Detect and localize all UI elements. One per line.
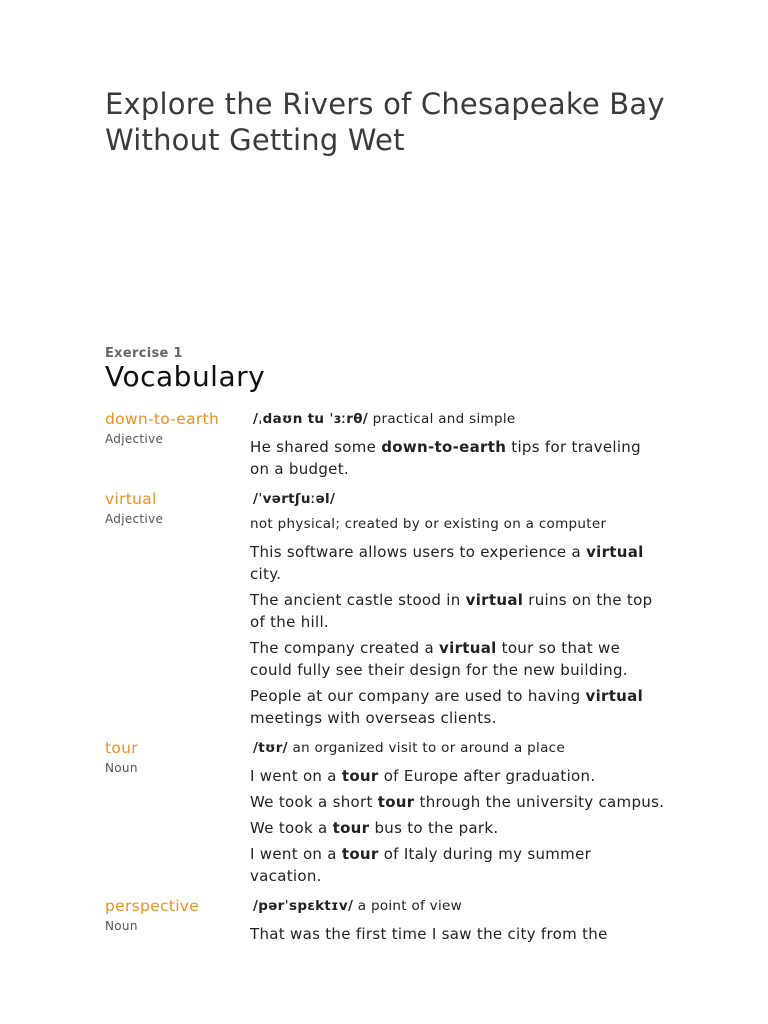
vocab-entry-head: [105, 895, 250, 949]
part-of-speech: Noun: [105, 919, 138, 933]
definition-line: [250, 895, 665, 917]
example-sentence: [250, 589, 665, 633]
example-text: of Italy during my summer vacation.: [250, 845, 592, 885]
vocab-word: tour: [105, 739, 138, 757]
vocab-entry-body: [250, 737, 665, 891]
part-of-speech: Adjective: [105, 512, 164, 526]
vocab-entry-head: [105, 408, 250, 484]
example-text: meetings with overseas clients.: [250, 709, 497, 727]
example-text: The ancient castle stood in: [250, 591, 466, 609]
example-text: through the university campus.: [414, 793, 665, 811]
vocab-entry-body: [250, 895, 665, 949]
example-sentence: [250, 637, 665, 681]
example-text: tour so that we could fully see their design for the new building.: [250, 639, 628, 679]
example-keyword: virtual: [586, 543, 644, 561]
definition: a point of view: [357, 898, 462, 914]
definition: not physical; created by or existing on a computer: [250, 516, 607, 532]
vocabulary-list: [105, 408, 665, 953]
pronunciation: /ˈvərtʃuːəl/: [253, 491, 336, 507]
example-sentence: [250, 817, 665, 839]
example-text: He shared some: [250, 438, 382, 456]
example-sentence: [250, 436, 665, 480]
example-keyword: tour: [332, 819, 370, 837]
example-sentence: [250, 843, 665, 887]
example-sentence: [250, 765, 665, 787]
example-keyword: down-to-earth: [381, 438, 507, 456]
definition-line: [250, 737, 665, 759]
section-title: Vocabulary: [105, 360, 266, 393]
vocab-entry: [105, 408, 665, 484]
exercise-label: Exercise 1: [105, 346, 183, 361]
example-sentence: [250, 541, 665, 585]
example-keyword: virtual: [585, 687, 644, 705]
example-text: People at our company are used to having: [250, 687, 586, 705]
example-list: [250, 765, 665, 887]
pronunciation: /ˌdaʊn tu ˈɜːrθ/: [253, 411, 369, 427]
vocab-entry: [105, 895, 665, 949]
example-text: That was the first time I saw the city from the: [250, 925, 608, 943]
definition: an organized visit to or around a place: [292, 740, 565, 756]
example-text: bus to the park.: [369, 819, 499, 837]
example-sentence: [250, 923, 665, 945]
example-text: city.: [250, 565, 282, 583]
example-list: [250, 541, 665, 729]
example-text: We took a: [250, 819, 333, 837]
example-sentence: [250, 685, 665, 729]
example-text: This software allows users to experience a: [250, 543, 587, 561]
example-keyword: virtual: [465, 591, 524, 609]
example-keyword: tour: [341, 767, 379, 785]
vocab-word: virtual: [105, 490, 157, 508]
example-list: [250, 436, 665, 480]
example-sentence: [250, 791, 665, 813]
example-keyword: virtual: [439, 639, 497, 657]
part-of-speech: Adjective: [105, 432, 164, 446]
document-title: Explore the Rivers of Chesapeake Bay Without Getting Wet: [105, 87, 665, 157]
example-text: I went on a: [250, 845, 342, 863]
example-keyword: tour: [377, 793, 415, 811]
example-text: I went on a: [250, 767, 342, 785]
definition-line: [250, 408, 665, 430]
vocab-entry-body: [250, 408, 665, 484]
vocab-entry: [105, 488, 665, 733]
vocab-entry-head: [105, 488, 250, 733]
vocab-entry-body: [250, 488, 665, 733]
example-list: [250, 923, 665, 945]
definition-line: [250, 488, 665, 510]
vocab-entry: [105, 737, 665, 891]
example-text: of Europe after graduation.: [378, 767, 596, 785]
example-text: The company created a: [250, 639, 440, 657]
part-of-speech: Noun: [105, 761, 138, 775]
pronunciation: /tʊr/: [253, 740, 288, 756]
definition: practical and simple: [372, 411, 516, 427]
vocab-entry-head: [105, 737, 250, 891]
pronunciation: /pərˈspɛktɪv/: [253, 898, 354, 914]
example-keyword: tour: [341, 845, 379, 863]
vocab-word: perspective: [105, 897, 200, 915]
example-text: We took a short: [250, 793, 378, 811]
example-text: ruins on the top of the hill.: [250, 591, 653, 631]
vocab-word: down-to-earth: [105, 410, 220, 428]
example-text: tips for traveling on a budget.: [250, 438, 641, 478]
